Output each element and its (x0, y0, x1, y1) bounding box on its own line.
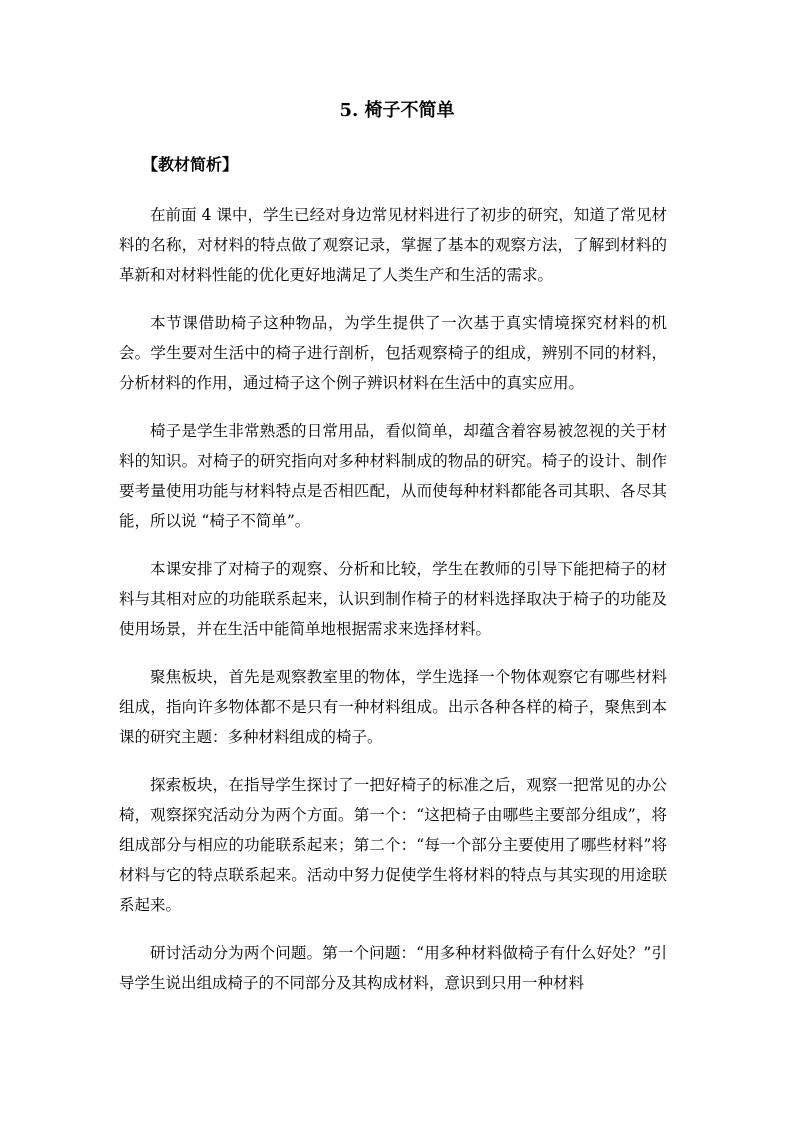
paragraph-6: 探索板块，在指导学生探讨了一把好椅子的标准之后，观察一把常见的办公椅，观察探究活动分为两个方面。第一个：“这把椅子由哪些主要部分组成”，将组成部分与相应的功能联系起来；第二个：“每一个部分主要使用了哪些材料”将材料与它的特点联系起来。活动中努力促使学生将材料的特点与其实现的用途联系起来。 (119, 776, 667, 914)
paragraph-3: 椅子是学生非常熟悉的日常用品，看似简单，却蕴含着容易被忽视的关于材料的知识。对椅子的研究指向对多种材料制成的物品的研究。椅子的设计、制作要考量使用功能与材料特点是否相匹配，从而使每种材料都能各司其职、各尽其能，所以说 “椅子不简单”。 (119, 422, 667, 530)
paragraph-7: 研讨活动分为两个问题。第一个问题：“用多种材料做椅子有什么好处？”引导学生说出组成椅子的不同部分及其构成材料，意识到只用一种材料 (119, 944, 667, 992)
paragraph-1: 在前面 4 课中，学生已经对身边常见材料进行了初步的研究，知道了常见材料的名称，对材料的特点做了观察记录，掌握了基本的观察方法，了解到材料的革新和对材料性能的优化更好地满足了人类生产和生活的需求。 (119, 206, 667, 284)
paragraph-2: 本节课借助椅子这种物品，为学生提供了一次基于真实情境探究材料的机会。学生要对生活中的椅子进行剖析，包括观察椅子的组成，辨别不同的材料，分析材料的作用，通过椅子这个例子辨识材料在生活中的真实应用。 (119, 314, 667, 392)
paragraph-4: 本课安排了对椅子的观察、分析和比较，学生在教师的引导下能把椅子的材料与其相对应的功能联系起来，认识到制作椅子的材料选择取决于椅子的功能及使用场景，并在生活中能简单地根据需求来选择材料。 (119, 560, 667, 638)
paragraph-5: 聚焦板块，首先是观察教室里的物体，学生选择一个物体观察它有哪些材料组成，指向许多物体都不是只有一种材料组成。出示各种各样的椅子，聚焦到本课的研究主题：多种材料组成的椅子。 (119, 668, 667, 746)
body-text (119, 200, 667, 1016)
section-heading: 【教材简析】 (142, 155, 239, 174)
document-title: 5. 椅子不简单 (339, 100, 455, 121)
